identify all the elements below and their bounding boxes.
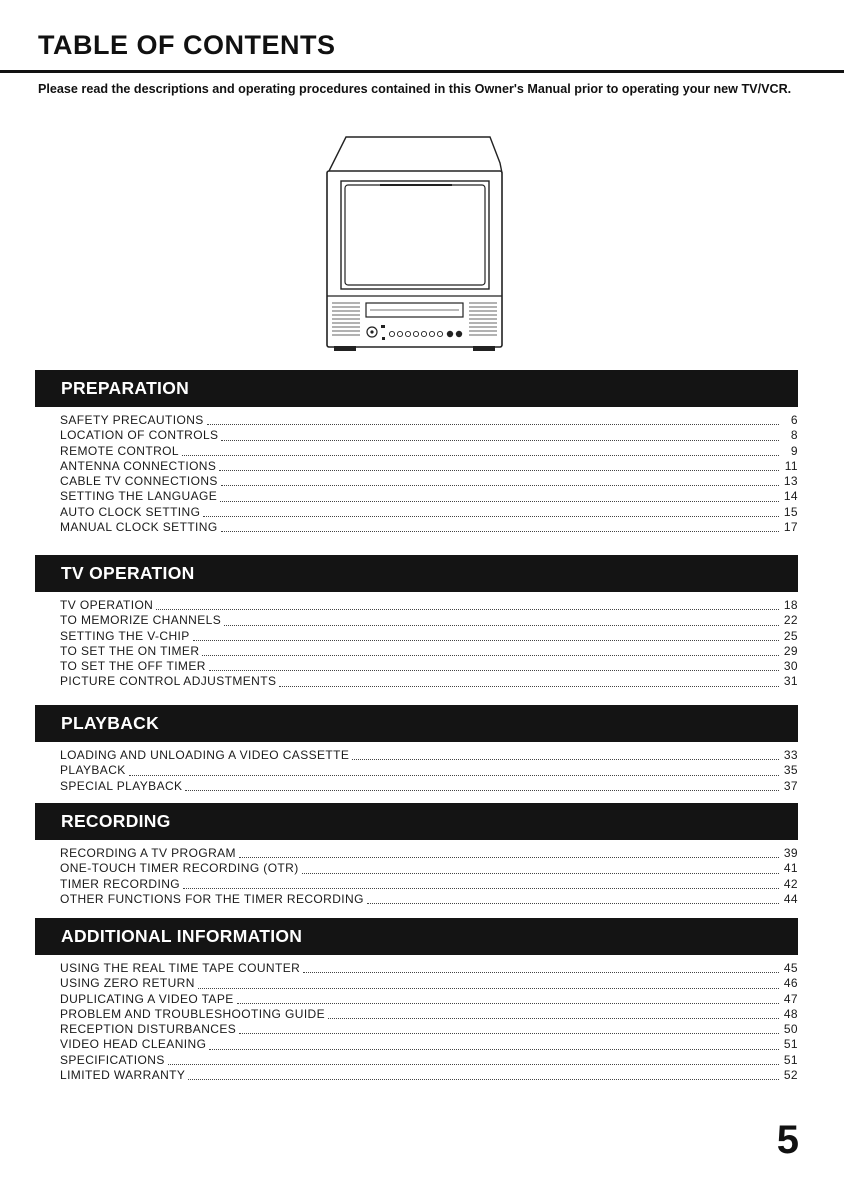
section-tv-operation (35, 555, 798, 690)
toc-entry[interactable] (60, 520, 798, 535)
section-heading: ADDITIONAL INFORMATION (35, 918, 798, 955)
dot-leader (198, 987, 779, 989)
section-heading: TV OPERATION (35, 555, 798, 592)
page-title: TABLE OF CONTENTS (38, 30, 336, 60)
dot-leader (202, 654, 779, 656)
dot-leader (220, 500, 779, 502)
entry-label: TIMER RECORDING (60, 876, 180, 891)
entry-page: 9 (790, 443, 798, 458)
toc-entry[interactable] (60, 877, 798, 892)
tv-vcr-combo-icon (322, 133, 507, 358)
entry-label: AUTO CLOCK SETTING (60, 504, 201, 519)
dot-leader (203, 515, 779, 517)
toc-entry[interactable] (60, 892, 798, 907)
entry-label: DUPLICATING A VIDEO TAPE (60, 991, 234, 1006)
entry-page: 14 (783, 489, 798, 504)
entry-label: CABLE TV CONNECTIONS (60, 474, 218, 489)
dot-leader (129, 774, 779, 776)
entry-page: 6 (790, 413, 798, 427)
dot-leader (328, 1017, 779, 1019)
dot-leader (352, 758, 779, 760)
dot-leader (209, 669, 779, 671)
entry-label: PLAYBACK (60, 763, 126, 778)
entry-page: 52 (783, 1068, 798, 1083)
toc-entry[interactable] (60, 1068, 798, 1083)
dot-leader (303, 971, 779, 973)
entry-label: TV OPERATION (60, 598, 154, 612)
entry-label: PROBLEM AND TROUBLESHOOTING GUIDE (60, 1006, 326, 1021)
entry-label: SETTING THE V-CHIP (60, 628, 190, 643)
dot-leader (221, 530, 779, 532)
toc-entry[interactable] (60, 629, 798, 644)
entry-label: PICTURE CONTROL ADJUSTMENTS (60, 674, 277, 689)
dot-leader (193, 639, 779, 641)
entry-page: 46 (783, 976, 798, 991)
entry-label: SETTING THE LANGUAGE (60, 489, 218, 504)
dot-leader (239, 1032, 779, 1034)
section-additional-information (35, 918, 798, 1083)
entry-page: 48 (783, 1006, 798, 1021)
toc-entry[interactable] (60, 659, 798, 674)
entry-page: 8 (790, 428, 798, 443)
dot-leader (182, 454, 779, 456)
entry-label: SPECIAL PLAYBACK (60, 778, 183, 793)
title-divider (0, 70, 844, 73)
toc-entry[interactable] (60, 1007, 798, 1022)
page-number: 5 (776, 1118, 799, 1162)
entry-label: LOADING AND UNLOADING A VIDEO CASSETTE (60, 748, 350, 762)
toc-entry[interactable] (60, 763, 798, 778)
entry-page: 44 (783, 891, 798, 906)
toc-entry[interactable] (60, 976, 798, 991)
entry-label: OTHER FUNCTIONS FOR THE TIMER RECORDING (60, 891, 364, 906)
section-recording (35, 803, 798, 907)
dot-leader (279, 685, 779, 687)
entry-label: MANUAL CLOCK SETTING (60, 520, 218, 535)
entry-page: 18 (783, 598, 798, 612)
entry-page: 17 (783, 520, 798, 535)
dot-leader (168, 1063, 779, 1065)
dot-leader (221, 439, 779, 441)
entry-page: 51 (783, 1037, 798, 1052)
toc-entry[interactable] (60, 444, 798, 459)
entry-page: 29 (783, 643, 798, 658)
toc-entry[interactable] (60, 748, 798, 763)
entry-page: 15 (783, 504, 798, 519)
entry-label: ONE-TOUCH TIMER RECORDING (OTR) (60, 861, 299, 876)
toc-entry[interactable] (60, 674, 798, 689)
entry-page: 33 (783, 748, 798, 762)
entry-label: LIMITED WARRANTY (60, 1068, 186, 1083)
dot-leader (183, 887, 779, 889)
entry-label: SPECIFICATIONS (60, 1052, 165, 1067)
entry-page: 31 (783, 674, 798, 689)
entry-label: TO MEMORIZE CHANNELS (60, 613, 222, 628)
entry-list (35, 748, 798, 794)
toc-entry[interactable] (60, 644, 798, 659)
dot-leader (156, 608, 779, 610)
entry-label: RECORDING A TV PROGRAM (60, 846, 236, 860)
entry-label: TO SET THE OFF TIMER (60, 659, 206, 674)
entry-label: RECEPTION DISTURBANCES (60, 1022, 237, 1037)
toc-entry[interactable] (60, 613, 798, 628)
entry-list (35, 961, 798, 1083)
toc-entry[interactable] (60, 489, 798, 504)
section-preparation (35, 370, 798, 535)
entry-list (35, 413, 798, 535)
toc-entry[interactable] (60, 428, 798, 443)
entry-page: 37 (783, 778, 798, 793)
section-heading: RECORDING (35, 803, 798, 840)
entry-page: 35 (783, 763, 798, 778)
entry-page: 22 (783, 613, 798, 628)
entry-page: 47 (783, 991, 798, 1006)
entry-page: 25 (783, 628, 798, 643)
dot-leader (367, 902, 779, 904)
toc-entry[interactable] (60, 474, 798, 489)
toc-entry[interactable] (60, 861, 798, 876)
entry-page: 50 (783, 1022, 798, 1037)
entry-list (35, 846, 798, 907)
intro-text: Please read the descriptions and operating procedures contained in this Owner's Manual prior to operating your new TV/VCR. (38, 82, 792, 96)
entry-page: 45 (783, 961, 798, 975)
toc-entry[interactable] (60, 413, 798, 428)
entry-label: VIDEO HEAD CLEANING (60, 1037, 207, 1052)
entry-label: REMOTE CONTROL (60, 443, 179, 458)
toc-entry[interactable] (60, 1037, 798, 1052)
dot-leader (188, 1078, 779, 1080)
toc-entry[interactable] (60, 992, 798, 1007)
dot-leader (237, 1002, 779, 1004)
dot-leader (209, 1048, 779, 1050)
dot-leader (224, 624, 779, 626)
toc-entry[interactable] (60, 961, 798, 976)
toc-entry[interactable] (60, 846, 798, 861)
toc-entry[interactable] (60, 1022, 798, 1037)
entry-page: 11 (784, 458, 798, 473)
dot-leader (207, 423, 779, 425)
toc-entry[interactable] (60, 505, 798, 520)
entry-label: TO SET THE ON TIMER (60, 643, 200, 658)
section-heading: PLAYBACK (35, 705, 798, 742)
dot-leader (221, 484, 779, 486)
toc-entry[interactable] (60, 598, 798, 613)
entry-label: LOCATION OF CONTROLS (60, 428, 219, 443)
toc-entry[interactable] (60, 779, 798, 794)
entry-list (35, 598, 798, 690)
section-heading: PREPARATION (35, 370, 798, 407)
entry-label: ANTENNA CONNECTIONS (60, 458, 217, 473)
dot-leader (239, 856, 779, 858)
entry-label: USING ZERO RETURN (60, 976, 195, 991)
entry-page: 13 (783, 474, 798, 489)
entry-page: 42 (783, 876, 798, 891)
section-playback (35, 705, 798, 794)
entry-label: USING THE REAL TIME TAPE COUNTER (60, 961, 301, 975)
entry-page: 41 (783, 861, 798, 876)
dot-leader (185, 789, 779, 791)
entry-label: SAFETY PRECAUTIONS (60, 413, 204, 427)
entry-page: 30 (783, 659, 798, 674)
toc-entry[interactable] (60, 459, 798, 474)
entry-page: 51 (783, 1052, 798, 1067)
dot-leader (219, 469, 779, 471)
dot-leader (302, 872, 779, 874)
entry-page: 39 (783, 846, 798, 860)
toc-entry[interactable] (60, 1053, 798, 1068)
